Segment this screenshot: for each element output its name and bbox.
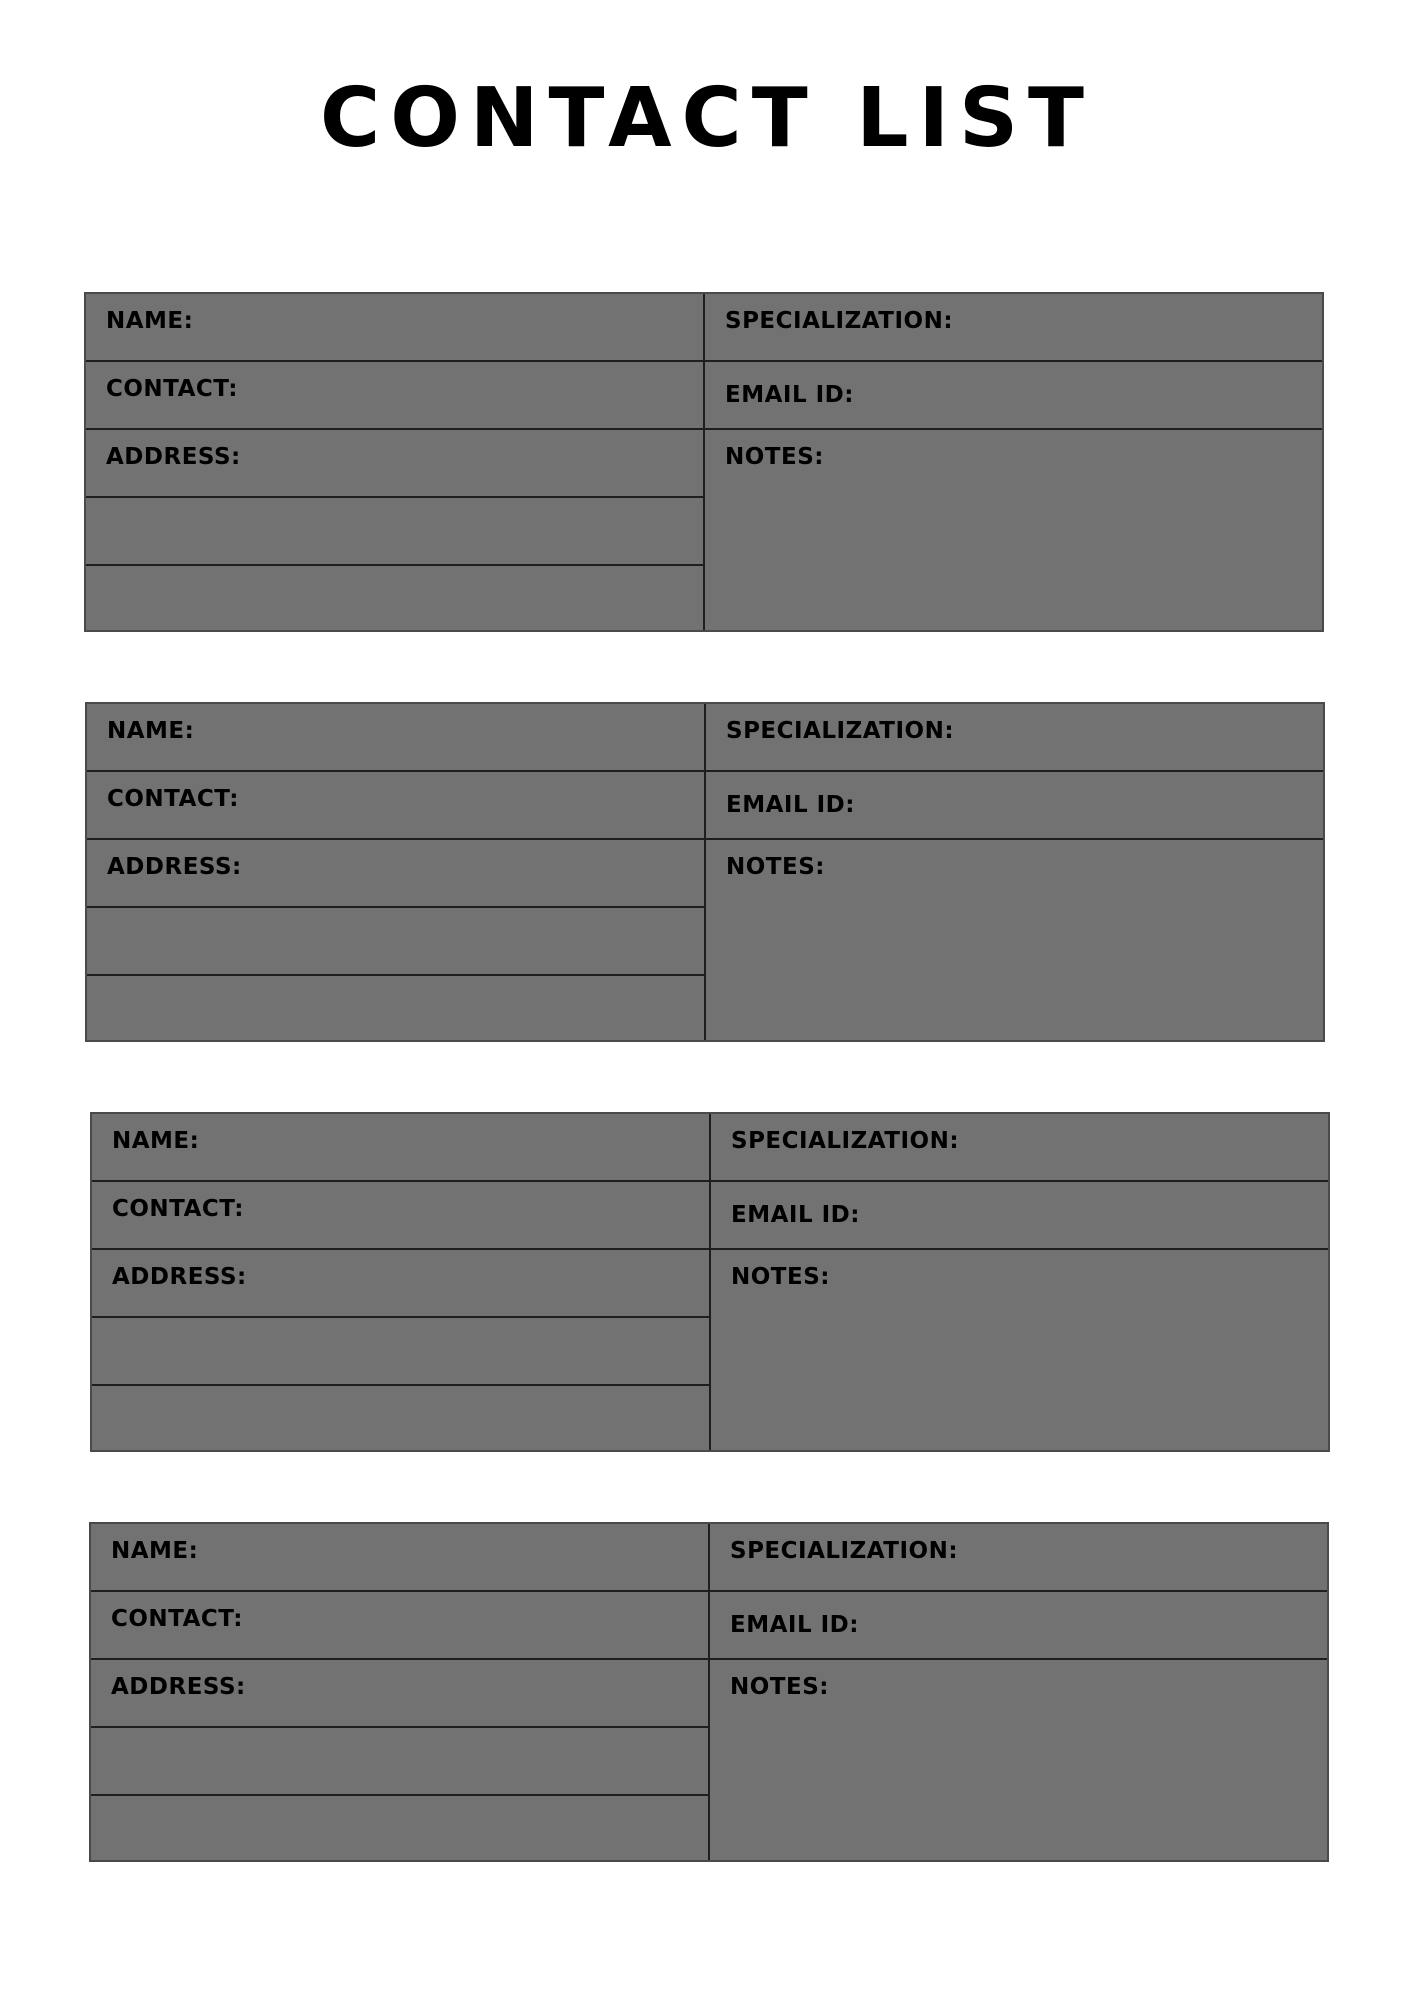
notes-field[interactable] bbox=[711, 1250, 1328, 1450]
address-line-3[interactable] bbox=[87, 976, 704, 1044]
address-line-3[interactable] bbox=[91, 1796, 708, 1864]
specialization-field[interactable] bbox=[710, 1524, 1327, 1592]
contact-field[interactable] bbox=[86, 362, 703, 430]
email-field[interactable] bbox=[706, 772, 1323, 840]
address-line-2[interactable] bbox=[91, 1728, 708, 1796]
notes-label: NOTES: bbox=[731, 1264, 830, 1290]
contact-field[interactable] bbox=[92, 1182, 709, 1250]
contact-card bbox=[85, 702, 1325, 1042]
address-label: ADDRESS: bbox=[107, 854, 242, 880]
contact-card-left-column bbox=[92, 1114, 709, 1450]
contact-label: CONTACT: bbox=[107, 786, 239, 812]
contact-label: CONTACT: bbox=[112, 1196, 244, 1222]
notes-label: NOTES: bbox=[730, 1674, 829, 1700]
address-line-2[interactable] bbox=[86, 498, 703, 566]
email-label: EMAIL ID: bbox=[731, 1202, 860, 1228]
contact-card-left-column bbox=[86, 294, 703, 630]
specialization-label: SPECIALIZATION: bbox=[731, 1128, 960, 1154]
address-field[interactable] bbox=[91, 1660, 708, 1728]
email-field[interactable] bbox=[705, 362, 1322, 430]
contact-card bbox=[89, 1522, 1329, 1862]
address-field[interactable] bbox=[92, 1250, 709, 1318]
email-label: EMAIL ID: bbox=[725, 382, 854, 408]
address-line-2[interactable] bbox=[87, 908, 704, 976]
specialization-label: SPECIALIZATION: bbox=[726, 718, 955, 744]
specialization-field[interactable] bbox=[711, 1114, 1328, 1182]
contact-card-right-column bbox=[709, 1114, 1328, 1450]
notes-field[interactable] bbox=[705, 430, 1322, 630]
address-line-3[interactable] bbox=[92, 1386, 709, 1454]
email-label: EMAIL ID: bbox=[726, 792, 855, 818]
name-label: NAME: bbox=[107, 718, 195, 744]
name-field[interactable] bbox=[92, 1114, 709, 1182]
address-label: ADDRESS: bbox=[112, 1264, 247, 1290]
specialization-label: SPECIALIZATION: bbox=[725, 308, 954, 334]
contact-field[interactable] bbox=[91, 1592, 708, 1660]
email-label: EMAIL ID: bbox=[730, 1612, 859, 1638]
address-line-3[interactable] bbox=[86, 566, 703, 634]
contact-card-left-column bbox=[87, 704, 704, 1040]
name-label: NAME: bbox=[106, 308, 194, 334]
name-field[interactable] bbox=[87, 704, 704, 772]
address-line-2[interactable] bbox=[92, 1318, 709, 1386]
address-label: ADDRESS: bbox=[111, 1674, 246, 1700]
contact-card-right-column bbox=[704, 704, 1323, 1040]
name-field[interactable] bbox=[86, 294, 703, 362]
page-title: CONTACT LIST bbox=[320, 71, 1094, 166]
notes-label: NOTES: bbox=[726, 854, 825, 880]
notes-label: NOTES: bbox=[725, 444, 824, 470]
email-field[interactable] bbox=[711, 1182, 1328, 1250]
contact-card-right-column bbox=[703, 294, 1322, 630]
email-field[interactable] bbox=[710, 1592, 1327, 1660]
contact-card-right-column bbox=[708, 1524, 1327, 1860]
specialization-label: SPECIALIZATION: bbox=[730, 1538, 959, 1564]
name-field[interactable] bbox=[91, 1524, 708, 1592]
address-field[interactable] bbox=[86, 430, 703, 498]
contact-label: CONTACT: bbox=[111, 1606, 243, 1632]
specialization-field[interactable] bbox=[706, 704, 1323, 772]
contact-card bbox=[90, 1112, 1330, 1452]
contact-card bbox=[84, 292, 1324, 632]
name-label: NAME: bbox=[111, 1538, 199, 1564]
contact-field[interactable] bbox=[87, 772, 704, 840]
notes-field[interactable] bbox=[706, 840, 1323, 1040]
contact-label: CONTACT: bbox=[106, 376, 238, 402]
notes-field[interactable] bbox=[710, 1660, 1327, 1860]
contact-card-left-column bbox=[91, 1524, 708, 1860]
name-label: NAME: bbox=[112, 1128, 200, 1154]
address-label: ADDRESS: bbox=[106, 444, 241, 470]
address-field[interactable] bbox=[87, 840, 704, 908]
specialization-field[interactable] bbox=[705, 294, 1322, 362]
